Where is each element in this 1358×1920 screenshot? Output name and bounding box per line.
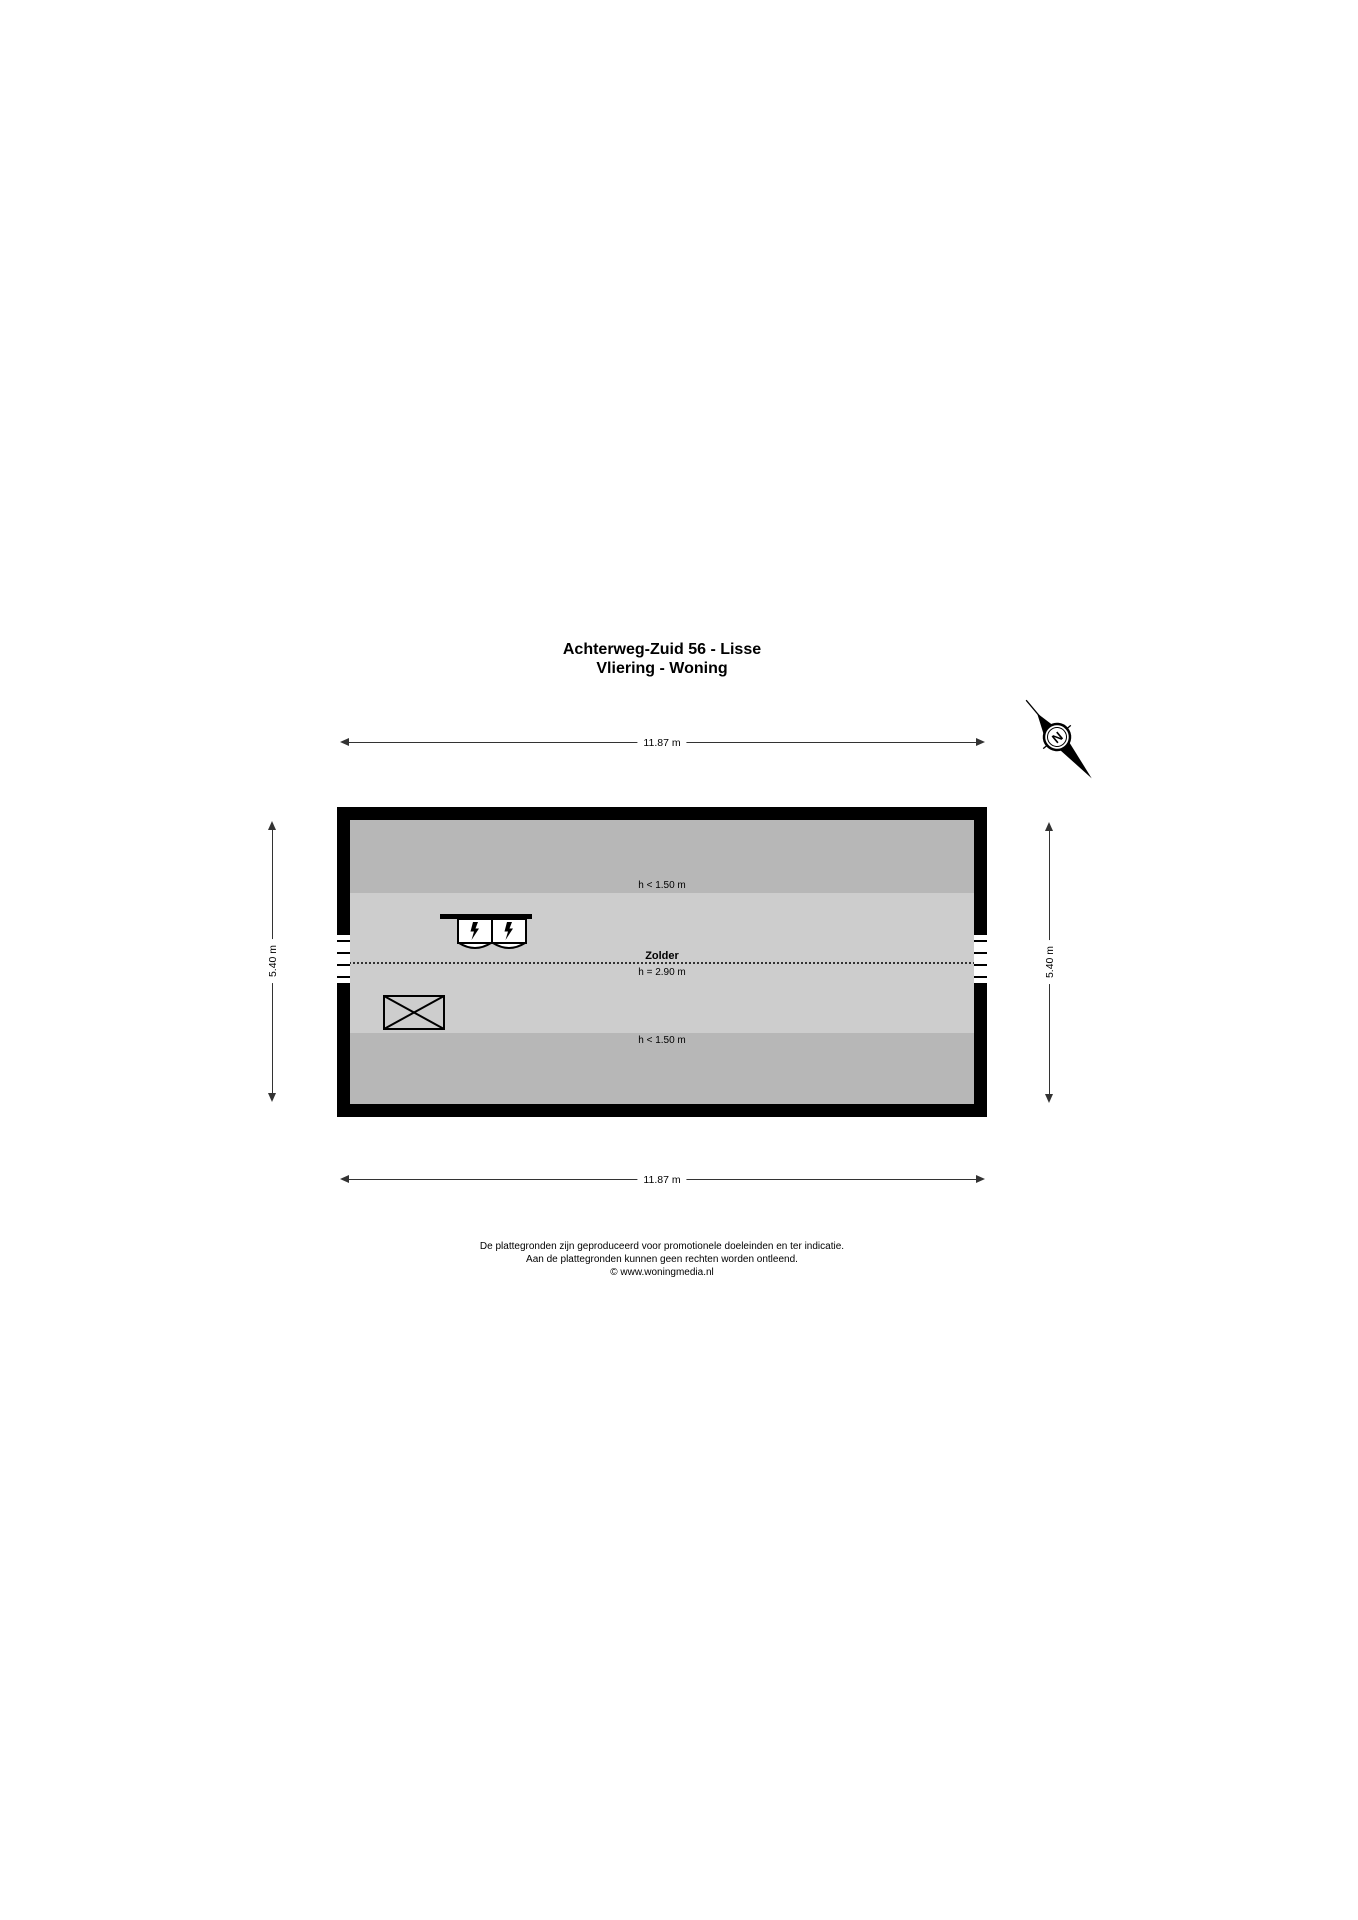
page-title — [337, 640, 987, 678]
ridge-dotted-line — [337, 962, 987, 964]
dimension-label: 5.40 m — [1044, 940, 1056, 984]
glazing-line — [974, 976, 987, 978]
arrow-left-icon — [340, 1175, 349, 1183]
glazing-line — [337, 964, 350, 966]
title-floor-name: Vliering - Woning — [596, 660, 728, 677]
floorplan-drawing — [337, 807, 987, 1117]
disclaimer-line: Aan de plattegronden kunnen geen rechten worden ontleend. — [526, 1254, 798, 1265]
low-headroom-zone-top — [350, 820, 974, 893]
glazing-line — [337, 940, 350, 942]
arrow-up-icon — [1045, 822, 1053, 831]
arrow-up-icon — [268, 821, 276, 830]
arrow-down-icon — [268, 1093, 276, 1102]
glazing-line — [337, 952, 350, 954]
dimension-label: 5.40 m — [267, 939, 279, 983]
glazing-line — [974, 940, 987, 942]
low-headroom-zone-bottom — [350, 1033, 974, 1104]
arrow-right-icon — [976, 738, 985, 746]
boiler-units-symbol — [437, 912, 535, 959]
compass-north-label: N — [1048, 728, 1066, 747]
arrow-left-icon — [340, 738, 349, 746]
window-left — [337, 935, 350, 983]
glazing-line — [974, 964, 987, 966]
dimension-label: 11.87 m — [637, 737, 686, 749]
dimension-label: 11.87 m — [637, 1174, 686, 1186]
glazing-line — [337, 976, 350, 978]
disclaimer-footer — [337, 1240, 987, 1279]
arrow-right-icon — [976, 1175, 985, 1183]
room-height-label: h = 2.90 m — [638, 967, 686, 978]
title-address: Achterweg-Zuid 56 - Lisse — [562, 641, 762, 658]
void-opening-symbol — [383, 995, 445, 1035]
room-name-label: Zolder — [645, 950, 679, 962]
low-headroom-label: h < 1.50 m — [638, 880, 686, 891]
low-headroom-label: h < 1.50 m — [638, 1035, 686, 1046]
disclaimer-line: De plattegronden zijn geproduceerd voor promotionele doeleinden en ter indicatie. — [479, 1241, 845, 1252]
arrow-down-icon — [1045, 1094, 1053, 1103]
credit-line: © www.woningmedia.nl — [610, 1267, 714, 1278]
glazing-line — [974, 952, 987, 954]
north-compass-icon — [1015, 688, 1101, 784]
window-right — [974, 935, 987, 983]
